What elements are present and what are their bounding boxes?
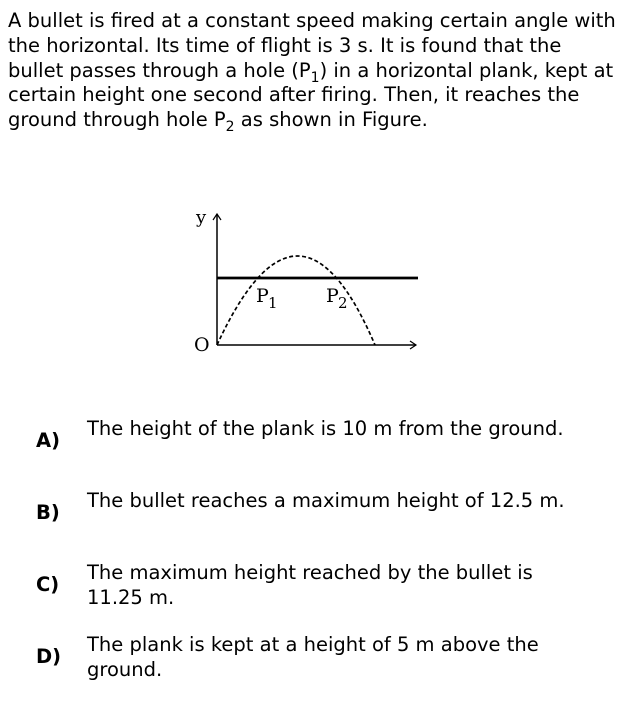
option-b-label: B) <box>36 501 60 524</box>
trajectory-figure <box>188 200 428 365</box>
question-part3: as shown in Figure. <box>234 108 428 132</box>
option-d-text: The plank is kept at a height of 5 m above the ground. <box>87 633 539 681</box>
point-p1-subscript: 1 <box>268 294 278 312</box>
question-text <box>8 9 616 136</box>
question-sub-1: 1 <box>310 69 320 86</box>
point-p2-label: P <box>326 285 339 307</box>
point-p2-subscript: 2 <box>338 294 348 312</box>
question-part2: ) in a horizontal plank, kept at certain height one second after firing. Then, it reaches the ground through hole P <box>8 58 614 132</box>
trajectory-curve <box>217 256 375 345</box>
question-part1: A bullet is fired at a constant speed making certain angle with the horizontal. Its time of flight is 3 s. It is found that the bullet passes through a hole (P <box>8 9 616 82</box>
point-p1-label: P <box>256 285 269 307</box>
origin-label: O <box>194 334 210 356</box>
option-b-text: The bullet reaches a maximum height of 12.5 m. <box>87 489 565 512</box>
option-d-label: D) <box>36 645 62 668</box>
option-c-text: The maximum height reached by the bullet is 11.25 m. <box>87 561 533 609</box>
option-c-label: C) <box>36 573 60 596</box>
trajectory-diagram <box>188 200 428 365</box>
option-a-label: A) <box>36 429 61 452</box>
option-a-text: The height of the plank is 10 m from the ground. <box>87 417 564 440</box>
y-axis-label: y <box>196 207 207 228</box>
question-sub-2: 2 <box>225 119 235 136</box>
